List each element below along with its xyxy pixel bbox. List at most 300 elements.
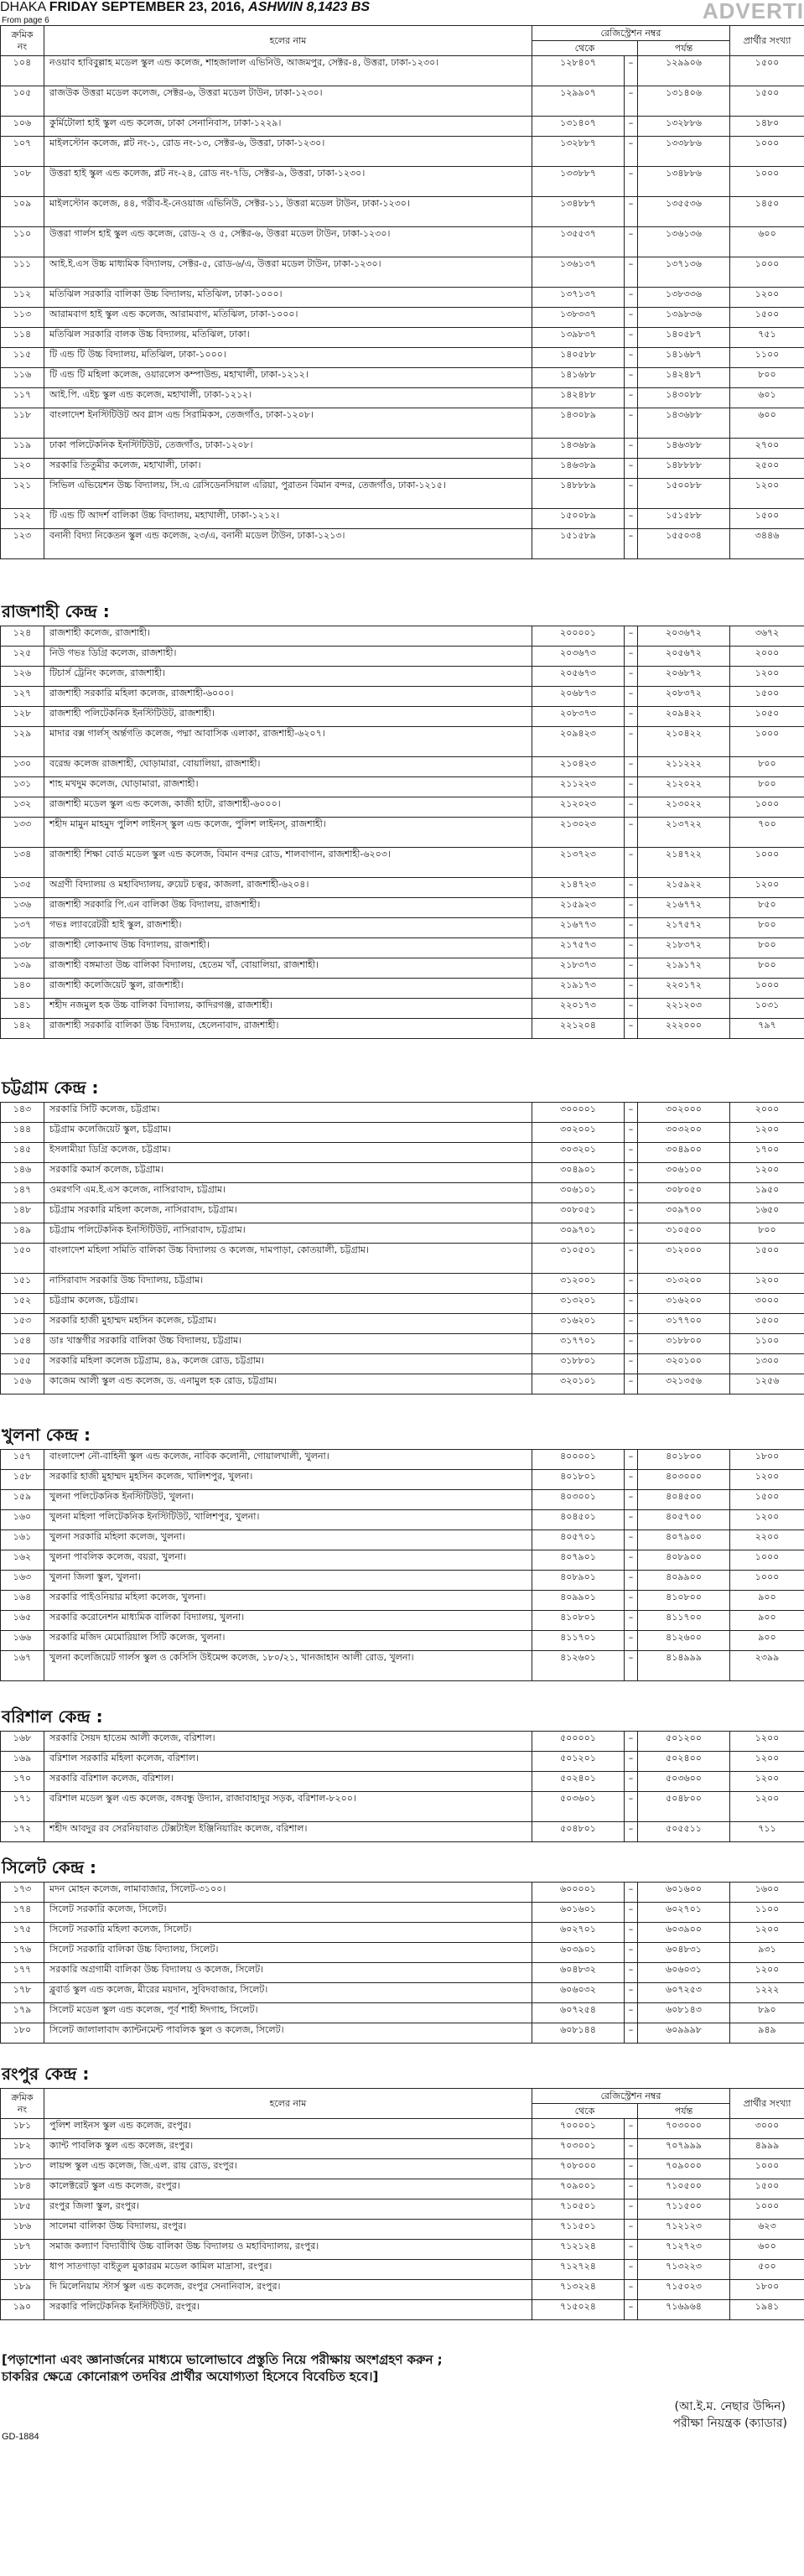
row-hall-name: অগ্রণী বিদ্যালয় ও মহাবিদ্যালয়, রুয়েট চত্বর, কাজলা, রাজশাহী-৬২০৪।: [44, 878, 532, 898]
row-hall-name: সিলেট জালালাবাদ ক্যান্টনমেন্ট পাবলিক স্কুল ও কলেজ, সিলেট।: [44, 2023, 532, 2044]
row-serial: ১০৬: [1, 117, 44, 137]
row-hall-name: মাইলস্টোন কলেজ, ৪৪, গরীব-ই-নেওয়াজ এভিনিউ, সেক্টর-১১, উত্তরা মডেল টাউন, ঢাকা-১২৩০।: [44, 197, 532, 227]
row-hall-name: নিউ গভঃ ডিগ্রি কলেজ, রাজশাহী।: [44, 647, 532, 667]
row-count: ১২০০: [730, 1963, 804, 1983]
row-serial: ১৩৫: [1, 878, 44, 898]
row-hall-name: শহীদ নজমুল হক উচ্চ বালিকা বিদ্যালয়, কাদিরগঞ্জ, রাজশাহী।: [44, 999, 532, 1019]
row-reg-from: ৭০০০০১: [532, 2119, 625, 2139]
row-reg-to: ১৪৩০৮৮: [638, 388, 730, 408]
row-count: ৭১১: [730, 1822, 804, 1842]
row-dash: –: [625, 2280, 638, 2300]
center-table: [0, 25, 804, 559]
row-count: ১৫০০: [730, 86, 804, 117]
row-reg-from: ৭০৩০০১: [532, 2139, 625, 2159]
row-reg-to: ৩১২০০০: [638, 1244, 730, 1274]
row-dash: –: [625, 958, 638, 979]
table-row: [1, 979, 804, 999]
row-dash: –: [625, 56, 638, 86]
table-row: [1, 2179, 804, 2199]
table-row: [1, 757, 804, 777]
row-count: ২০০০: [730, 647, 804, 667]
row-hall-name: ব্লুবার্ড স্কুল এন্ড কলেজ, মীরের ময়দান, সুবিদবাজার, সিলেট।: [44, 1983, 532, 2003]
row-serial: ১১৬: [1, 368, 44, 388]
table-row: [1, 509, 804, 529]
row-hall-name: সরকারি মহিলা কলেজ চট্টগ্রাম, ৪৯, কলেজ রোড, চট্টগ্রাম।: [44, 1354, 532, 1374]
row-reg-from: ৩১৬২০১: [532, 1314, 625, 1334]
signature-title: পরীক্ষা নিয়ন্ত্রক (ক্যাডার): [672, 2417, 787, 2430]
row-hall-name: সরকারি পাইওনিয়ার মহিলা কলেজ, খুলনা।: [44, 1591, 532, 1611]
row-reg-to: ৬০৮১৪৩: [638, 2003, 730, 2023]
row-dash: –: [625, 1883, 638, 1903]
row-count: ১১০০: [730, 1903, 804, 1923]
center-title: রংপুর কেন্দ্র :: [2, 2064, 90, 2084]
row-serial: ১৫৬: [1, 1374, 44, 1394]
row-serial: ১৪৭: [1, 1183, 44, 1203]
table-row: [1, 727, 804, 757]
row-reg-to: ৬০৪৮৩১: [638, 1943, 730, 1963]
row-count: ১২০০: [730, 1732, 804, 1752]
row-hall-name: পুলিশ লাইনস স্কুল এন্ড কলেজ, রংপুর।: [44, 2119, 532, 2139]
row-reg-to: ৬০৩৯০০: [638, 1923, 730, 1943]
row-serial: ১৫৭: [1, 1450, 44, 1470]
row-dash: –: [625, 288, 638, 308]
row-reg-to: ২০৩৬৭২: [638, 626, 730, 647]
row-hall-name: সরকারি তিতুমীর কলেজ, মহাখালী, ঢাকা।: [44, 459, 532, 479]
row-dash: –: [625, 1470, 638, 1490]
row-reg-from: ৩০০০০১: [532, 1103, 625, 1123]
row-dash: –: [625, 1203, 638, 1223]
table-row: [1, 1631, 804, 1651]
table-row: [1, 368, 804, 388]
center-title: বরিশাল কেন্দ্র :: [2, 1706, 103, 1727]
row-reg-from: ১৩৪৮৮৭: [532, 197, 625, 227]
row-reg-to: ৭১২১২৩: [638, 2220, 730, 2240]
row-hall-name: চট্টগ্রাম পলিটেকনিক ইনস্টিটিউট, নাসিরাবাদ, চট্টগ্রাম।: [44, 1223, 532, 1244]
row-serial: ১৭০: [1, 1772, 44, 1792]
table-row: [1, 647, 804, 667]
row-count: ১০৫০: [730, 707, 804, 727]
row-dash: –: [625, 2199, 638, 2220]
row-hall-name: বাংলাদেশ মহিলা সমিতি বালিকা উচ্চ বিদ্যালয় ও কলেজ, দামপাড়া, কোতয়ালী, চট্টগ্রাম।: [44, 1244, 532, 1274]
row-hall-name: ডাঃ খাস্তগীর সরকারি বালিকা উচ্চ বিদ্যালয়, চট্টগ্রাম।: [44, 1334, 532, 1354]
row-dash: –: [625, 2179, 638, 2199]
row-dash: –: [625, 727, 638, 757]
row-hall-name: নাসিরাবাদ সরকারি উচ্চ বিদ্যালয়, চট্টগ্রাম।: [44, 1274, 532, 1294]
row-count: ১২০০: [730, 1274, 804, 1294]
row-count: ১৫০০: [730, 1490, 804, 1510]
row-dash: –: [625, 1123, 638, 1143]
row-serial: ১৩৭: [1, 918, 44, 938]
row-dash: –: [625, 1450, 638, 1470]
row-count: ৬০০: [730, 227, 804, 257]
row-reg-from: ৩২০১০১: [532, 1374, 625, 1394]
row-count: ৮০০: [730, 757, 804, 777]
row-hall-name: রাজশাহী বঙ্গমাতা উচ্চ বালিকা বিদ্যালয়, হেতেম খাঁ, বোয়ালিয়া, রাজশাহী।: [44, 958, 532, 979]
row-reg-to: ৩০৪৯০০: [638, 1143, 730, 1163]
dateline-date: FRIDAY SEPTEMBER 23, 2016,: [49, 0, 245, 14]
row-serial: ১৮১: [1, 2119, 44, 2139]
row-serial: ১৯০: [1, 2300, 44, 2320]
table-row: [1, 2119, 804, 2139]
header-to: পর্যন্ত: [638, 2104, 730, 2119]
row-count: ১২০০: [730, 1163, 804, 1183]
row-reg-to: ২১৭৫৭২: [638, 918, 730, 938]
row-dash: –: [625, 687, 638, 707]
table-row: [1, 348, 804, 368]
table-row: [1, 667, 804, 687]
row-count: ৯০০: [730, 1611, 804, 1631]
row-reg-to: ৪১১৭০০: [638, 1611, 730, 1631]
row-serial: ১৪৬: [1, 1163, 44, 1183]
row-reg-from: ৩০৮০৫১: [532, 1203, 625, 1223]
row-reg-from: ৩১২০০১: [532, 1274, 625, 1294]
center-title: খুলনা কেন্দ্র :: [2, 1425, 91, 1445]
row-serial: ১৭৫: [1, 1923, 44, 1943]
table-row: [1, 1983, 804, 2003]
row-serial: ১২৬: [1, 667, 44, 687]
header-from: থেকে: [532, 41, 638, 56]
row-hall-name: দি মিলেনিয়াম স্টার্স স্কুল এন্ড কলেজ, রংপুর সেনানিবাস, রংপুর।: [44, 2280, 532, 2300]
row-reg-from: ৪১১৭০১: [532, 1631, 625, 1651]
row-hall-name: সালেমা বালিকা উচ্চ বিদ্যালয়, রংপুর।: [44, 2220, 532, 2240]
row-reg-to: ২২২০০০: [638, 1019, 730, 1039]
row-reg-to: ৩২০১০০: [638, 1354, 730, 1374]
table-row: [1, 1591, 804, 1611]
row-hall-name: টি এন্ড টি মহিলা কলেজ, ওয়ারলেস কম্পাউন্ড, মহাখালী, ঢাকা-১২১২।: [44, 368, 532, 388]
row-reg-from: ৬০৩৯০১: [532, 1943, 625, 1963]
row-hall-name: রংপুর জিলা স্কুল, রংপুর।: [44, 2199, 532, 2220]
row-reg-to: ২০৬৮৭২: [638, 667, 730, 687]
row-dash: –: [625, 1792, 638, 1822]
row-reg-to: ১৪৮৮৮৮: [638, 459, 730, 479]
row-reg-from: ২০৬৮৭৩: [532, 687, 625, 707]
row-dash: –: [625, 459, 638, 479]
table-row: [1, 938, 804, 958]
row-count: ৭০০: [730, 818, 804, 848]
row-reg-to: ৬০৭২৫৩: [638, 1983, 730, 2003]
row-dash: –: [625, 1103, 638, 1123]
table-row: [1, 137, 804, 167]
table-row: [1, 2240, 804, 2260]
row-reg-from: ১৩১৪০৭: [532, 117, 625, 137]
row-reg-to: ২১০৪২২: [638, 727, 730, 757]
row-dash: –: [625, 509, 638, 529]
row-dash: –: [625, 328, 638, 348]
row-count: ১৪৮০: [730, 117, 804, 137]
table-row: [1, 1822, 804, 1842]
row-hall-name: সিভিল এভিয়েশন উচ্চ বিদ্যালয়, সি.এ রেসিডেনসিয়াল এরিয়া, পুরাতন বিমান বন্দর, তেজগাঁও, ঢাকা-১২১৫।: [44, 479, 532, 509]
row-reg-from: ৬০৬০৩২: [532, 1983, 625, 2003]
table-row: [1, 958, 804, 979]
row-count: ১৫০০: [730, 56, 804, 86]
row-dash: –: [625, 1571, 638, 1591]
row-serial: ১৪৫: [1, 1143, 44, 1163]
row-hall-name: সরকারি হাজী মুহাম্মদ মহসিন কলেজ, চট্টগ্রাম।: [44, 1314, 532, 1334]
row-dash: –: [625, 918, 638, 938]
row-reg-to: ১৩৩৮৮৬: [638, 137, 730, 167]
row-serial: ১৭১: [1, 1792, 44, 1822]
row-count: ১৯৫০: [730, 1183, 804, 1203]
row-reg-from: ৩০৪৯০১: [532, 1163, 625, 1183]
row-hall-name: শাহ মখদুম কলেজ, ঘোড়ামারা, রাজশাহী।: [44, 777, 532, 797]
row-reg-from: ১৫০০৮৯: [532, 509, 625, 529]
row-hall-name: সরকারি অগ্রগামী বালিকা উচ্চ বিদ্যালয় ও কলেজ, সিলেট।: [44, 1963, 532, 1983]
row-dash: –: [625, 1510, 638, 1530]
row-dash: –: [625, 388, 638, 408]
row-dash: –: [625, 1354, 638, 1374]
row-reg-from: ১৪৮৮৮৯: [532, 479, 625, 509]
row-hall-name: সিলেট মডেল স্কুল এন্ড কলেজ, পূর্ব শাহী ঈদগাহ, সিলেট।: [44, 2003, 532, 2023]
row-dash: –: [625, 2159, 638, 2179]
row-dash: –: [625, 1334, 638, 1354]
row-serial: ১৬৯: [1, 1752, 44, 1772]
table-row: [1, 1334, 804, 1354]
row-hall-name: আই.পি. এইচ স্কুল এন্ড কলেজ, মহাখালী, ঢাকা-১২১২।: [44, 388, 532, 408]
row-reg-from: ৬০১৬০১: [532, 1903, 625, 1923]
row-dash: –: [625, 1530, 638, 1550]
row-dash: –: [625, 1732, 638, 1752]
row-reg-to: ১৩৮৩৩৬: [638, 288, 730, 308]
row-serial: ১৫১: [1, 1274, 44, 1294]
row-serial: ১১০: [1, 227, 44, 257]
row-dash: –: [625, 1163, 638, 1183]
row-reg-from: ৪০৯৯০১: [532, 1591, 625, 1611]
row-serial: ১৮৭: [1, 2240, 44, 2260]
table-row: [1, 1530, 804, 1550]
row-hall-name: রাজশাহী পলিটেকনিক ইনস্টিটিউট, রাজশাহী।: [44, 707, 532, 727]
row-reg-to: ৩০৮০৫০: [638, 1183, 730, 1203]
row-serial: ১১৯: [1, 439, 44, 459]
row-reg-to: ৪১০৮০০: [638, 1591, 730, 1611]
table-row: [1, 1183, 804, 1203]
row-reg-from: ১৪১৬৮৮: [532, 368, 625, 388]
row-count: ২০০০: [730, 1103, 804, 1123]
row-serial: ১১৩: [1, 308, 44, 328]
row-reg-to: ৩১৩২০০: [638, 1274, 730, 1294]
row-count: ৯৩১: [730, 1943, 804, 1963]
row-dash: –: [625, 1183, 638, 1203]
row-serial: ১৪৮: [1, 1203, 44, 1223]
row-hall-name: ওমরগণি এম.ই.এস কলেজ, নাসিরাবাদ, চট্টগ্রাম।: [44, 1183, 532, 1203]
row-dash: –: [625, 797, 638, 818]
row-reg-to: ৪০৪৫০০: [638, 1490, 730, 1510]
row-reg-to: ৫০৪৮০০: [638, 1792, 730, 1822]
row-reg-from: ৩০২০০১: [532, 1123, 625, 1143]
row-reg-to: ১৪২৪৮৭: [638, 368, 730, 388]
row-dash: –: [625, 1274, 638, 1294]
row-count: ১০০০: [730, 727, 804, 757]
table-row: [1, 2023, 804, 2044]
row-reg-to: ১৩৭১৩৬: [638, 257, 730, 288]
row-reg-to: ৭১১৫০০: [638, 2199, 730, 2220]
row-count: ২৩৯৯: [730, 1651, 804, 1681]
masthead: [0, 0, 804, 23]
row-reg-from: ৭১১৫০১: [532, 2220, 625, 2240]
row-reg-to: ৩১৭৭০০: [638, 1314, 730, 1334]
from-page-note: From page 6: [2, 16, 49, 25]
table-row: [1, 1244, 804, 1274]
row-reg-from: ২১৩৭২৩: [532, 848, 625, 878]
row-count: ৮০০: [730, 1223, 804, 1244]
row-serial: ১৮৪: [1, 2179, 44, 2199]
row-reg-from: ২১৭৫৭৩: [532, 938, 625, 958]
table-row: [1, 1923, 804, 1943]
table-row: [1, 1374, 804, 1394]
row-dash: –: [625, 2240, 638, 2260]
row-count: ৭৯৭: [730, 1019, 804, 1039]
row-hall-name: মতিঝিল সরকারি বালিকা উচ্চ বিদ্যালয়, মতিঝিল, ঢাকা-১০০০।: [44, 288, 532, 308]
row-count: ১০০০: [730, 1550, 804, 1571]
row-dash: –: [625, 1611, 638, 1631]
row-hall-name: খুলনা জিলা স্কুল, খুলনা।: [44, 1571, 532, 1591]
row-reg-from: ২০৩৬৭৩: [532, 647, 625, 667]
row-count: ১০০০: [730, 257, 804, 288]
table-row: [1, 1943, 804, 1963]
center-title: চট্টগ্রাম কেন্দ্র :: [2, 1078, 99, 1098]
row-dash: –: [625, 197, 638, 227]
row-dash: –: [625, 1019, 638, 1039]
row-count: ৫০০: [730, 2260, 804, 2280]
row-reg-to: ৭১২৭২৩: [638, 2240, 730, 2260]
row-hall-name: ধাপ সাতগাড়া বাইতুল মুকাররম মডেল কামিল মাদ্রাসা, রংপুর।: [44, 2260, 532, 2280]
row-count: ১২০০: [730, 1510, 804, 1530]
row-reg-from: ৭০৮০০০: [532, 2159, 625, 2179]
row-hall-name: উত্তরা হাই স্কুল এন্ড কলেজ, প্লট নং-২৪, রোড নং-৭ডি, সেক্টর-৯, উত্তরা, ঢাকা-১২৩০।: [44, 167, 532, 197]
table-row: [1, 328, 804, 348]
row-hall-name: খুলনা মহিলা পলিটেকনিক ইনস্টিটিউট, খালিশপুর, খুলনা।: [44, 1510, 532, 1530]
table-row: [1, 1792, 804, 1822]
row-dash: –: [625, 117, 638, 137]
row-reg-from: ৪০৪৫০১: [532, 1510, 625, 1530]
row-hall-name: খুলনা পলিটেকনিক ইনস্টিটিউট, খুলনা।: [44, 1490, 532, 1510]
header-serial: ক্রমিক নং: [1, 26, 44, 56]
row-reg-from: ৬০৪৮৩২: [532, 1963, 625, 1983]
row-reg-from: ২১৪৭২৩: [532, 878, 625, 898]
row-count: ১৪৫০: [730, 197, 804, 227]
row-reg-to: ১৩১৪০৬: [638, 86, 730, 117]
row-hall-name: টি এন্ড টি আদর্শ বালিকা উচ্চ বিদ্যালয়, মহাখালী, ঢাকা-১২১২।: [44, 509, 532, 529]
table-row: [1, 2139, 804, 2159]
row-dash: –: [625, 1550, 638, 1571]
row-reg-from: ২১০৪২৩: [532, 757, 625, 777]
row-reg-from: ১২৮৪০৭: [532, 56, 625, 86]
row-serial: ১২৭: [1, 687, 44, 707]
table-row: [1, 878, 804, 898]
row-count: ৮০০: [730, 368, 804, 388]
row-reg-from: ১৩৮৩৩৭: [532, 308, 625, 328]
row-hall-name: বাংলাদেশ নৌ-বাহিনী স্কুল এন্ড কলেজ, নাবিক কলোনী, গোয়ালখালী, খুলনা।: [44, 1450, 532, 1470]
row-reg-from: ৪০১৮০১: [532, 1470, 625, 1490]
row-serial: ১৭৯: [1, 2003, 44, 2023]
row-dash: –: [625, 848, 638, 878]
table-row: [1, 459, 804, 479]
row-hall-name: আরামবাগ হাই স্কুল এন্ড কলেজ, আরামবাগ, মতিঝিল, ঢাকা-১০০০।: [44, 308, 532, 328]
row-hall-name: বাংলাদেশ ইনস্টিটিউট অব গ্লাস এন্ড সিরামিকস, তেজগাঁও, ঢাকা-১২০৮।: [44, 408, 532, 439]
row-hall-name: মদন মোহন কলেজ, লামাবাজার, সিলেট-৩১০০।: [44, 1883, 532, 1903]
row-dash: –: [625, 257, 638, 288]
row-reg-to: ১৪১৬৮৭: [638, 348, 730, 368]
row-count: ১২০০: [730, 288, 804, 308]
table-row: [1, 1490, 804, 1510]
row-count: ১০৩১: [730, 999, 804, 1019]
row-hall-name: রাজশাহী কলেজ, রাজশাহী।: [44, 626, 532, 647]
table-row: [1, 1651, 804, 1681]
row-serial: ১৭৭: [1, 1963, 44, 1983]
row-hall-name: আই.ই.এস উচ্চ মাধ্যমিক বিদ্যালয়, সেক্টর-৫, রোড-৬/এ, উত্তরা মডেল টাউন, ঢাকা-১২৩০।: [44, 257, 532, 288]
table-row: [1, 999, 804, 1019]
row-count: ১১০০: [730, 1334, 804, 1354]
row-count: ১২০০: [730, 1123, 804, 1143]
row-dash: –: [625, 1772, 638, 1792]
row-reg-to: ৩০৩২০০: [638, 1123, 730, 1143]
row-hall-name: মাদার বক্স গার্লস্ অর্ন্তগতি কলেজ, পদ্মা আবাসিক এলাকা, রাজশাহী-৬২০৭।: [44, 727, 532, 757]
row-reg-from: ৭১৩২২৪: [532, 2280, 625, 2300]
row-count: ১৫০০: [730, 1244, 804, 1274]
row-serial: ১২৯: [1, 727, 44, 757]
row-dash: –: [625, 2003, 638, 2023]
row-hall-name: উত্তরা গার্লস হাই স্কুল এন্ড কলেজ, রোড-২ ও ৫, সেক্টর-৬, উত্তরা মডেল টাউন, ঢাকা-১২৩০।: [44, 227, 532, 257]
row-serial: ১১১: [1, 257, 44, 288]
row-count: ১৬০০: [730, 1883, 804, 1903]
table-row: [1, 167, 804, 197]
row-reg-to: ২০৫৬৭২: [638, 647, 730, 667]
row-reg-to: ২১৮৩৭২: [638, 938, 730, 958]
row-serial: ১০৪: [1, 56, 44, 86]
row-serial: ১৩০: [1, 757, 44, 777]
row-count: ১২০০: [730, 479, 804, 509]
row-reg-to: ১৫১৫৮৮: [638, 509, 730, 529]
row-reg-from: ১৩৯৮৩৭: [532, 328, 625, 348]
row-reg-to: ৪০৭৯০০: [638, 1530, 730, 1550]
row-count: ৮০০: [730, 918, 804, 938]
table-row: [1, 227, 804, 257]
row-serial: ১৮২: [1, 2139, 44, 2159]
row-dash: –: [625, 647, 638, 667]
row-count: ১০০০: [730, 137, 804, 167]
row-reg-to: ৫০৩৬০০: [638, 1772, 730, 1792]
row-count: ২৫০০: [730, 459, 804, 479]
row-serial: ১৫৯: [1, 1490, 44, 1510]
header-count: প্রার্থীর সংখ্যা: [730, 26, 804, 56]
row-reg-from: ২০৮৩৭৩: [532, 707, 625, 727]
row-dash: –: [625, 308, 638, 328]
row-serial: ১৭৩: [1, 1883, 44, 1903]
row-reg-to: ১৫৫০৩৪: [638, 529, 730, 559]
row-hall-name: বরিশাল মডেল স্কুল এন্ড কলেজ, বঙ্গবন্ধু উদ্যান, রাজাবাহাদুর সড়ক, বরিশাল-৮২০০।: [44, 1792, 532, 1822]
row-count: ১৭০০: [730, 1143, 804, 1163]
row-dash: –: [625, 777, 638, 797]
row-dash: –: [625, 2119, 638, 2139]
row-hall-name: সরকারি বরিশাল কলেজ, বরিশাল।: [44, 1772, 532, 1792]
header-hall: হলের নাম: [44, 2089, 532, 2119]
row-count: ১৫০০: [730, 308, 804, 328]
table-row: [1, 308, 804, 328]
row-serial: ১১৮: [1, 408, 44, 439]
row-dash: –: [625, 2023, 638, 2044]
table-row: [1, 918, 804, 938]
row-dash: –: [625, 408, 638, 439]
table-row: [1, 1019, 804, 1039]
row-reg-from: ৪১০৮০১: [532, 1611, 625, 1631]
table-row: [1, 1123, 804, 1143]
row-serial: ১৫০: [1, 1244, 44, 1274]
row-reg-from: ২১১২২৩: [532, 777, 625, 797]
row-count: ৯৪৯: [730, 2023, 804, 2044]
table-row: [1, 408, 804, 439]
table-row: [1, 288, 804, 308]
table-header-row: [1, 26, 804, 41]
row-hall-name: খুলনা কলেজিয়েট গার্লস স্কুল ও কেসিসি উইমেন্স কলেজ, ১৮০/২১, খানজাহান আলী রোড, খুলনা।: [44, 1651, 532, 1681]
